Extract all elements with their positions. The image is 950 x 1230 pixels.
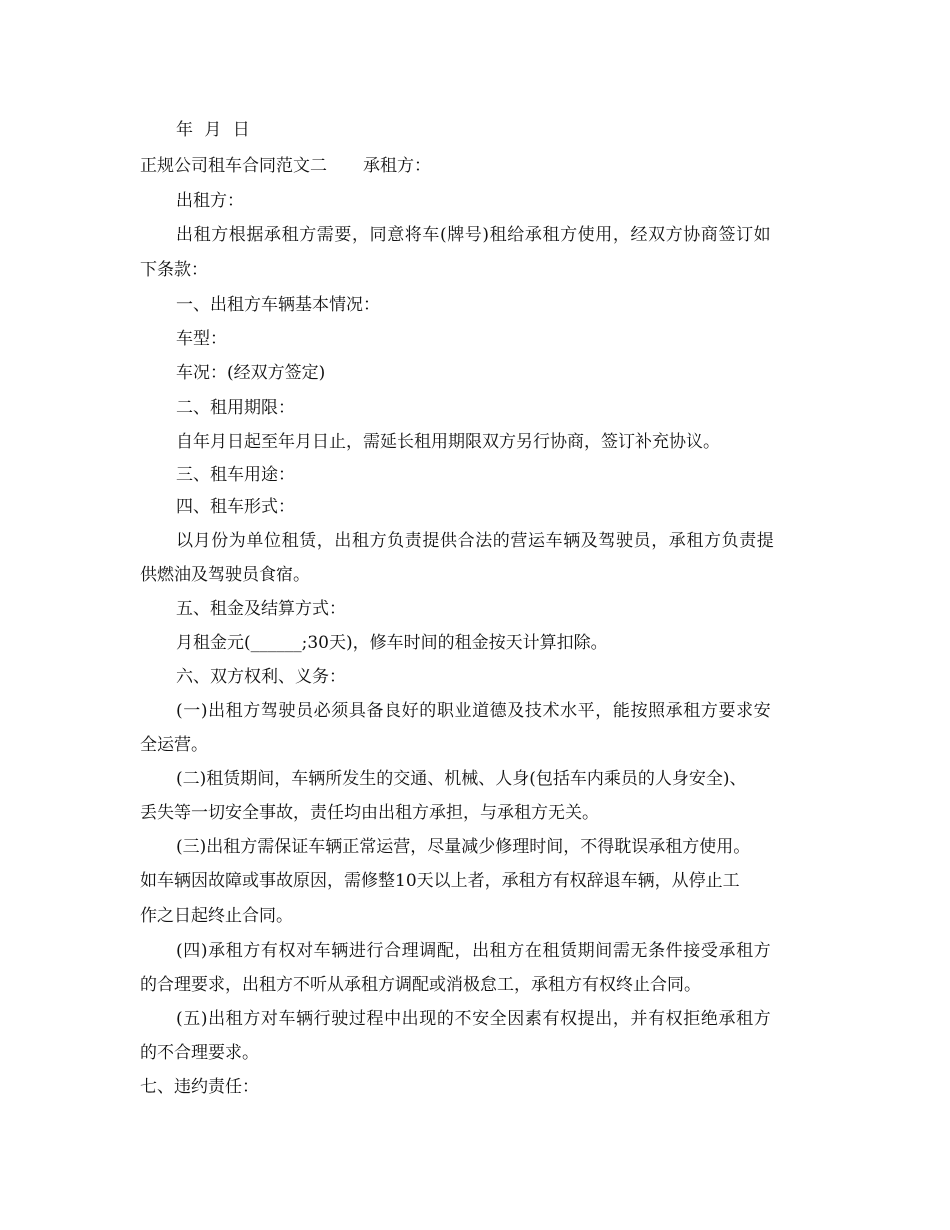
- lessor-label: 出租方：: [176, 191, 244, 211]
- clause-2-line-2: 丢失等一切安全事故，责任均由出租方承担，与承租方无关。: [140, 803, 599, 823]
- vehicle-model: 车型：: [176, 329, 227, 349]
- document-title: 正规公司租车合同范文二: [140, 156, 327, 176]
- clause-3-line-3: 作之日起终止合同。: [140, 906, 293, 926]
- clause-5-line-1: (五)出租方对车辆行驶过程中出现的不安全因素有权提出，并有权拒绝承租方: [176, 1009, 772, 1029]
- section-7-heading: 七、违约责任：: [140, 1077, 259, 1097]
- section-4-text-2: 供燃油及驾驶员食宿。: [140, 565, 310, 585]
- intro-line-1: 出租方根据承租方需要，同意将车(牌号)租给承租方使用，经双方协商签订如: [176, 225, 772, 245]
- section-3-heading: 三、租车用途：: [176, 465, 295, 485]
- clause-5-line-2: 的不合理要求。: [140, 1043, 259, 1063]
- date-line: 年 月 日: [176, 120, 250, 140]
- clause-1-line-2: 全运营。: [140, 735, 208, 755]
- clause-4-line-2: 的合理要求，出租方不听从承租方调配或消极怠工，承租方有权终止合同。: [140, 975, 701, 995]
- section-4-heading: 四、租车形式：: [176, 497, 295, 517]
- section-2-heading: 二、租用期限：: [176, 398, 295, 418]
- lessee-label: 承租方：: [363, 156, 431, 176]
- clause-2-line-1: (二)租赁期间，车辆所发生的交通、机械、人身(包括车内乘员的人身安全)、: [176, 769, 747, 789]
- title-row: [140, 155, 431, 177]
- section-1-heading: 一、出租方车辆基本情况：: [176, 295, 380, 315]
- section-5-text: 月租金元(______;30天)，修车时间的租金按天计算扣除。: [176, 633, 608, 653]
- clause-1-line-1: (一)出租方驾驶员必须具备良好的职业道德及技术水平，能按照承租方要求安: [176, 701, 772, 721]
- section-2-text: 自年月日起至年月日止，需延长租用期限双方另行协商，签订补充协议。: [176, 432, 720, 452]
- clause-3-line-1: (三)出租方需保证车辆正常运营，尽量减少修理时间，不得耽误承租方使用。: [176, 837, 751, 857]
- clause-3-line-2: 如车辆因故障或事故原因，需修整10天以上者，承租方有权辞退车辆，从停止工: [140, 871, 740, 891]
- vehicle-condition: 车况：(经双方签定): [176, 363, 326, 383]
- intro-line-2: 下条款：: [140, 260, 208, 280]
- section-5-heading: 五、租金及结算方式：: [176, 599, 346, 619]
- section-6-heading: 六、双方权利、义务：: [176, 667, 346, 687]
- section-4-text-1: 以月份为单位租赁，出租方负责提供合法的营运车辆及驾驶员，承租方负责提: [176, 531, 775, 551]
- clause-4-line-1: (四)承租方有权对车辆进行合理调配，出租方在租赁期间需无条件接受承租方: [176, 941, 772, 961]
